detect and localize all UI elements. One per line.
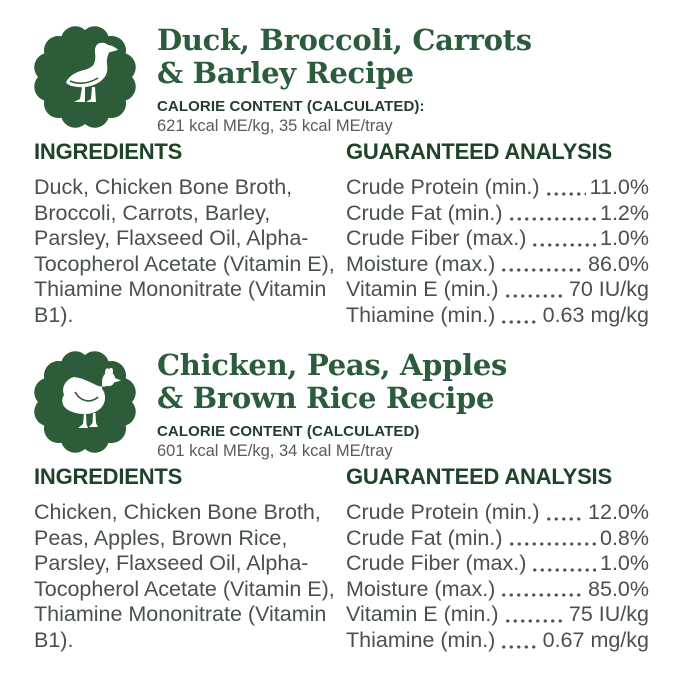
analysis-label: Moisture (max.) bbox=[346, 576, 496, 601]
chicken-icon bbox=[30, 345, 140, 459]
analysis-value: 1.0% bbox=[599, 226, 649, 251]
dot-leader bbox=[500, 319, 538, 325]
dot-leader bbox=[504, 618, 565, 624]
calorie-content-heading: CALORIE CONTENT (CALCULATED): bbox=[157, 98, 425, 115]
analysis-value: 70 IU/kg bbox=[568, 277, 649, 302]
analysis-value: 86.0% bbox=[588, 251, 649, 276]
guaranteed-analysis-column bbox=[346, 465, 649, 654]
dot-leader bbox=[508, 216, 596, 222]
recipe-header bbox=[157, 24, 662, 136]
analysis-row bbox=[346, 252, 649, 278]
dot-leader bbox=[545, 516, 584, 522]
duck-badge bbox=[30, 20, 140, 134]
analysis-value: 0.8% bbox=[599, 525, 649, 550]
recipe-section-duck bbox=[0, 0, 679, 325]
analysis-label: Crude Fiber (max.) bbox=[346, 226, 527, 251]
analysis-label: Crude Fiber (max.) bbox=[346, 551, 527, 576]
recipe-title-line2: & Barley Recipe bbox=[157, 56, 414, 90]
ingredients-text: Duck, Chicken Bone Broth, Broccoli, Carrots, Barley, Parsley, Flaxseed Oil, Alpha-Tocopherol Acetate (Vitamin E), Thiamine Mononitrate (Vitamin B1). bbox=[34, 175, 335, 327]
analysis-row bbox=[346, 226, 649, 252]
dot-leader bbox=[531, 242, 596, 248]
analysis-row bbox=[346, 628, 649, 654]
dot-leader bbox=[500, 267, 584, 273]
duck-icon bbox=[30, 20, 140, 134]
analysis-label: Vitamin E (min.) bbox=[346, 277, 499, 302]
dot-leader bbox=[508, 541, 596, 547]
recipe-title bbox=[157, 24, 662, 90]
analysis-label: Moisture (max.) bbox=[346, 251, 496, 276]
ingredients-text: Chicken, Chicken Bone Broth, Peas, Apples, Brown Rice, Parsley, Flaxseed Oil, Alpha-Tocopherol Acetate (Vitamin E), Thiamine Mononitrate (Vitamin B1). bbox=[34, 500, 335, 652]
analysis-label: Crude Fat (min.) bbox=[346, 525, 503, 550]
recipe-title-line1: Chicken, Peas, Apples bbox=[157, 348, 507, 382]
analysis-value: 85.0% bbox=[588, 576, 649, 601]
ingredients-column bbox=[34, 140, 348, 329]
guaranteed-analysis-column bbox=[346, 140, 649, 329]
analysis-row bbox=[346, 577, 649, 603]
dot-leader bbox=[504, 293, 565, 299]
analysis-label: Crude Protein (min.) bbox=[346, 500, 540, 524]
analysis-value: 75 IU/kg bbox=[568, 602, 649, 627]
guaranteed-analysis-heading: GUARANTEED ANALYSIS bbox=[346, 464, 612, 489]
analysis-label: Vitamin E (min.) bbox=[346, 602, 499, 627]
analysis-row bbox=[346, 602, 649, 628]
recipe-title bbox=[157, 349, 662, 415]
dot-leader bbox=[500, 644, 538, 650]
dot-leader bbox=[545, 191, 586, 197]
guaranteed-analysis-heading: GUARANTEED ANALYSIS bbox=[346, 139, 612, 164]
analysis-value: 11.0% bbox=[589, 175, 649, 199]
analysis-row bbox=[346, 500, 649, 526]
analysis-value: 0.67 mg/kg bbox=[542, 627, 649, 652]
ingredients-heading: INGREDIENTS bbox=[34, 464, 183, 489]
recipe-header bbox=[157, 349, 662, 461]
analysis-value: 1.2% bbox=[599, 200, 649, 225]
recipe-section-chicken bbox=[0, 325, 679, 679]
calorie-content-heading: CALORIE CONTENT (CALCULATED) bbox=[157, 423, 420, 440]
analysis-value: 1.0% bbox=[599, 551, 649, 576]
analysis-row bbox=[346, 201, 649, 227]
analysis-row bbox=[346, 175, 649, 201]
analysis-label: Thiamine (min.) bbox=[346, 627, 496, 652]
analysis-label: Crude Protein (min.) bbox=[346, 175, 540, 199]
analysis-label: Thiamine (min.) bbox=[346, 302, 496, 327]
dot-leader bbox=[531, 567, 596, 573]
analysis-value: 12.0% bbox=[588, 500, 649, 524]
calorie-content-value: 621 kcal ME/kg, 35 kcal ME/tray bbox=[157, 117, 393, 135]
analysis-row bbox=[346, 526, 649, 552]
analysis-value: 0.63 mg/kg bbox=[542, 302, 649, 327]
chicken-badge bbox=[30, 345, 140, 459]
recipe-title-line1: Duck, Broccoli, Carrots bbox=[157, 23, 532, 57]
analysis-row bbox=[346, 551, 649, 577]
ingredients-heading: INGREDIENTS bbox=[34, 139, 183, 164]
analysis-label: Crude Fat (min.) bbox=[346, 200, 503, 225]
calorie-content-value: 601 kcal ME/kg, 34 kcal ME/tray bbox=[157, 442, 393, 460]
analysis-row bbox=[346, 277, 649, 303]
dot-leader bbox=[500, 592, 584, 598]
recipe-title-line2: & Brown Rice Recipe bbox=[157, 381, 495, 415]
ingredients-column bbox=[34, 465, 348, 654]
